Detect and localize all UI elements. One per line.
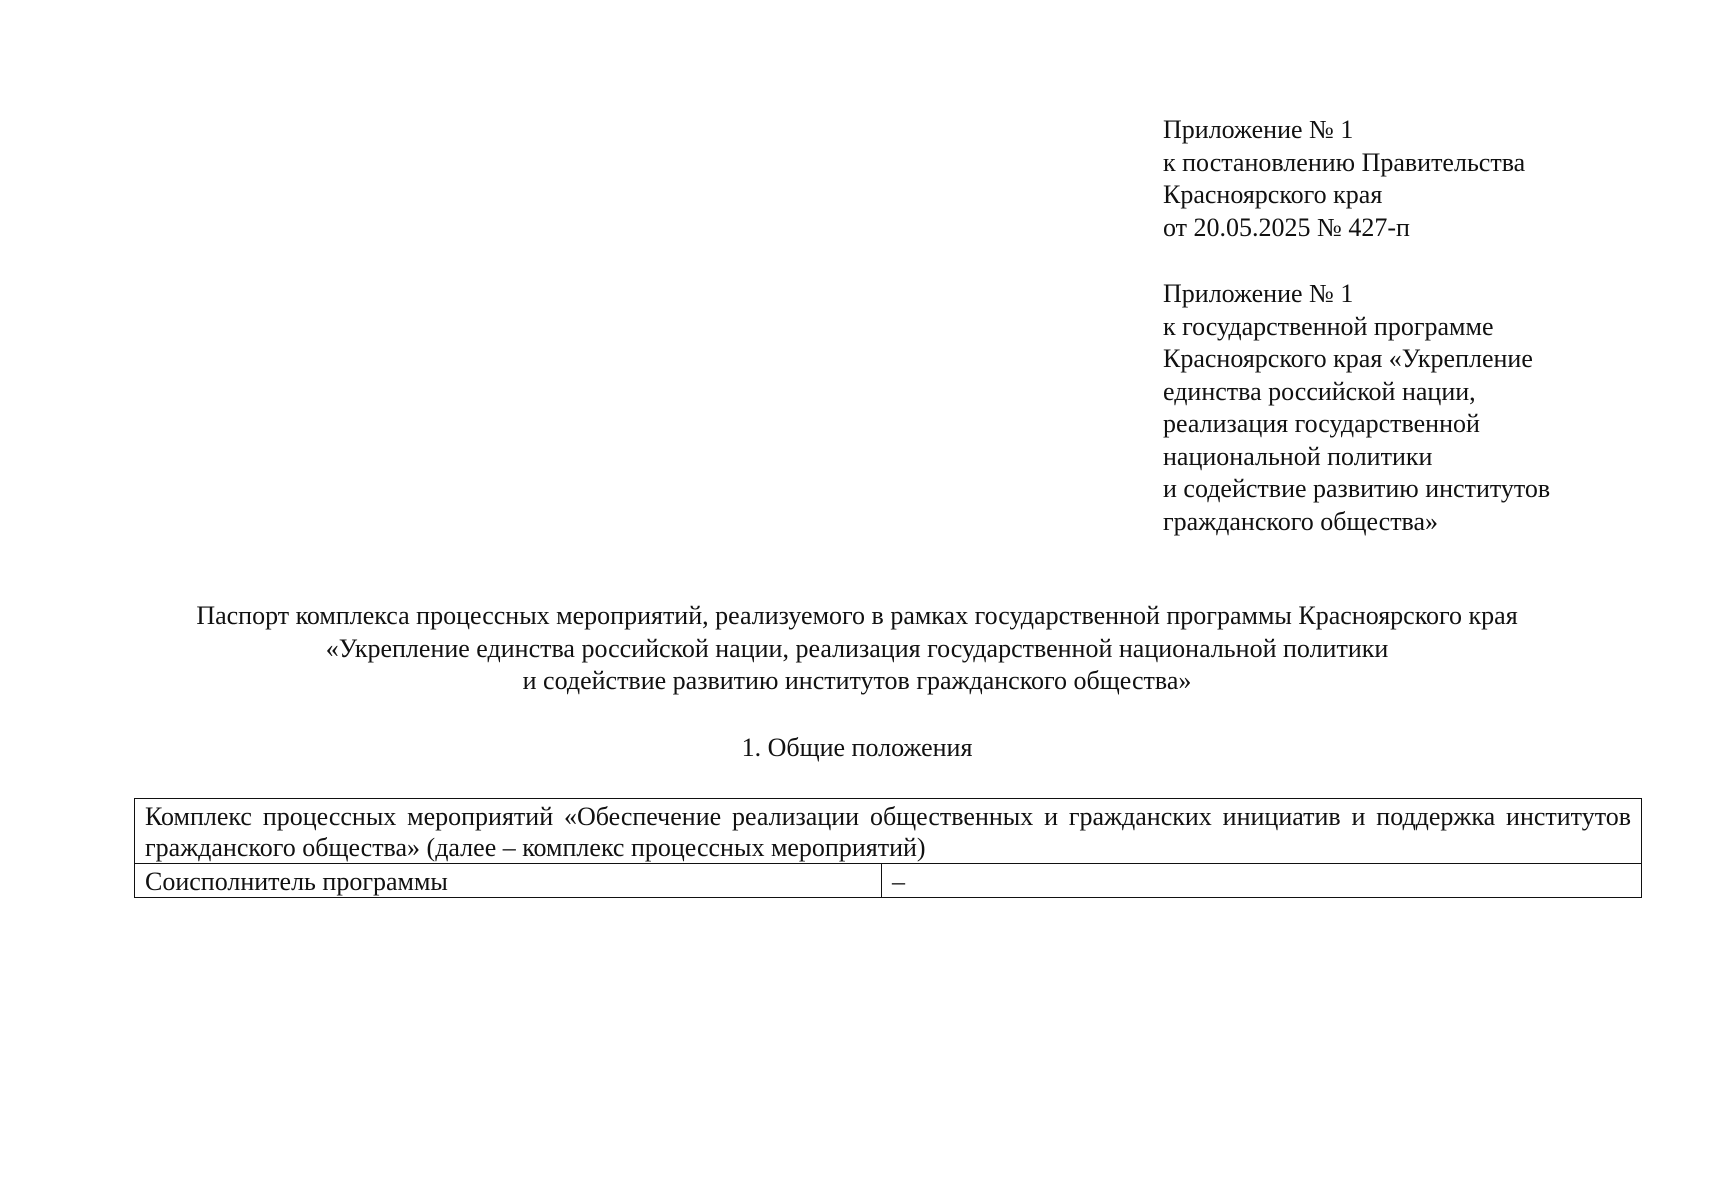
appendix-decree-line: Красноярского края bbox=[1163, 180, 1383, 209]
document-title-line: Паспорт комплекса процессных мероприятий, реализуемого в рамках государственной программы Красноярского края bbox=[196, 601, 1518, 630]
complex-name-cell: Комплекс процессных мероприятий «Обеспечение реализации общественных и гражданских инициатив и поддержка институтов гражданского общества» (далее – комплекс процессных мероприятий) bbox=[135, 799, 1642, 864]
appendix-program-line: единства российской нации, bbox=[1163, 376, 1476, 406]
appendix-program-line: реализация государственной bbox=[1163, 409, 1480, 438]
appendix-program-line: к государственной программе bbox=[1163, 311, 1494, 341]
appendix-program-reference bbox=[1163, 278, 1550, 538]
table-row bbox=[135, 864, 1642, 898]
appendix-decree-line: от 20.05.2025 № 427-п bbox=[1163, 212, 1410, 242]
document-title-line: и содействие развитию институтов гражданского общества» bbox=[522, 666, 1192, 695]
document-title-line: «Укрепление единства российской нации, реализация государственной национальной политики bbox=[325, 633, 1389, 663]
appendix-program-line: гражданского общества» bbox=[1163, 506, 1439, 536]
appendix-program-line: национальной политики bbox=[1163, 441, 1433, 471]
table-row bbox=[135, 799, 1642, 864]
co-executor-value-cell: – bbox=[882, 864, 1642, 898]
appendix-decree-reference bbox=[1163, 114, 1525, 244]
co-executor-label-cell: Соисполнитель программы bbox=[135, 864, 882, 898]
appendix-decree-line: к постановлению Правительства bbox=[1163, 147, 1526, 177]
passport-table bbox=[134, 798, 1642, 898]
appendix-decree-line: Приложение № 1 bbox=[1163, 115, 1354, 144]
appendix-program-line: Красноярского края «Укрепление bbox=[1163, 344, 1533, 373]
section-heading: 1. Общие положения bbox=[741, 733, 973, 762]
appendix-program-line: и содействие развитию институтов bbox=[1163, 474, 1551, 503]
document-title bbox=[0, 600, 1714, 698]
appendix-program-line: Приложение № 1 bbox=[1163, 279, 1354, 308]
